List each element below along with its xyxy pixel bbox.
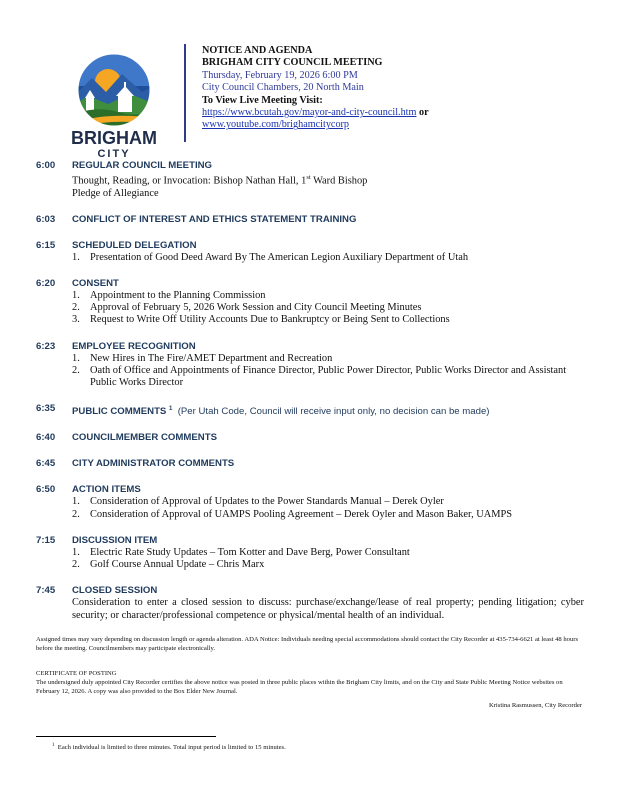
section-time: 6:40 — [36, 432, 56, 444]
section-title: COUNCILMEMBER COMMENTS — [72, 432, 217, 444]
header-meeting-title: BRIGHAM CITY COUNCIL MEETING — [202, 57, 383, 69]
ada-notice: Assigned times may vary depending on discussion length or agenda alteration. ADA Notice: Individuals needing special accommodations should contact the City Recorder at 435-734-6621 at least 48 hours before the meeting. Councilmembers may participate electronically. — [36, 636, 579, 652]
section-title: DISCUSSION ITEM — [72, 534, 158, 546]
agenda-body — [36, 160, 584, 622]
youtube-link[interactable]: www.youtube.com/brighamcitycorp — [202, 119, 350, 131]
agenda-section-public-comments — [36, 403, 584, 418]
header-location: City Council Chambers, 20 North Main — [202, 82, 364, 94]
list-item: 2. Oath of Office and Appointments of Finance Director, Public Power Director, Public Works Director and Assistant Public Works Director — [72, 364, 567, 389]
agenda-section-delegation — [36, 240, 584, 264]
section-time: 6:45 — [36, 458, 56, 470]
agenda-section-administrator — [36, 458, 584, 470]
list-item: 1. Presentation of Good Deed Award By The American Legion Auxiliary Department of Utah — [72, 251, 469, 263]
header-live-label: To View Live Meeting Visit: — [202, 94, 323, 106]
logo-text-city: CITY — [97, 148, 131, 160]
section-time: 7:15 — [36, 534, 56, 546]
section-time: 6:15 — [36, 239, 56, 251]
agenda-section-councilmember — [36, 432, 584, 444]
agenda-section-closed — [36, 585, 584, 622]
public-comments-note: (Per Utah Code, Council will receive input only, no decision can be made) — [177, 406, 490, 418]
section-title: CLOSED SESSION — [72, 585, 158, 597]
brigham-city-logo — [58, 52, 170, 160]
section-time: 6:23 — [36, 340, 56, 352]
footnote-ref: 1 — [169, 406, 173, 413]
section-time: 6:50 — [36, 484, 56, 496]
section-title: SCHEDULED DELEGATION — [72, 239, 197, 251]
footnote-mark: 1 — [52, 743, 55, 748]
section-title: CONFLICT OF INTEREST AND ETHICS STATEMENT TRAINING — [72, 213, 357, 225]
section-title: CONSENT — [72, 278, 119, 290]
list-item: 1. Appointment to the Planning Commission — [72, 290, 266, 302]
pledge-line: Pledge of Allegiance — [72, 187, 159, 199]
header-date: Thursday, February 19, 2026 6:00 PM — [202, 69, 358, 81]
list-item: 2. Approval of February 5, 2026 Work Session and City Council Meeting Minutes — [72, 302, 422, 314]
section-title: EMPLOYEE RECOGNITION — [72, 340, 196, 352]
agenda-section-regular — [36, 160, 584, 200]
logo-text-brigham: BRIGHAM — [71, 128, 157, 148]
agenda-section-consent — [36, 278, 584, 327]
footnote-text: Each individual is limited to three minutes. Total input period is limited to 15 minutes. — [57, 744, 286, 752]
footnote — [52, 743, 286, 751]
agenda-section-conflict — [36, 214, 584, 226]
agenda-section-recognition — [36, 341, 584, 390]
section-title: CITY ADMINISTRATOR COMMENTS — [72, 458, 235, 470]
list-item: 2. Golf Course Annual Update – Chris Marx — [72, 559, 265, 571]
certificate-heading: CERTIFICATE OF POSTING — [36, 670, 117, 677]
list-item: 1. Electric Rate Study Updates – Tom Kotter and Dave Berg, Power Consultant — [72, 546, 410, 558]
footnote-divider — [36, 736, 216, 737]
list-item: 2. Consideration of Approval of UAMPS Pooling Agreement – Derek Oyler and Mason Baker, UAMPS — [72, 508, 513, 520]
list-item: 3. Request to Write Off Utility Accounts Due to Bankruptcy or Being Sent to Collections — [72, 314, 450, 326]
section-time: 6:35 — [36, 403, 56, 415]
council-web-link[interactable]: https://www.bcutah.gov/mayor-and-city-council.htm — [202, 107, 417, 119]
agenda-header — [202, 45, 429, 132]
closed-session-text: Consideration to enter a closed session to discuss: purchase/exchange/lease of real property; pending litigation; cyber security; or character/professional competence or physical/mental health of an individual. — [72, 597, 584, 621]
section-time: 6:20 — [36, 278, 56, 290]
list-item: 1. Consideration of Approval of Updates to the Power Standards Manual – Derek Oyler — [72, 496, 444, 508]
agenda-section-discussion — [36, 535, 584, 571]
list-item: 1. New Hires in The Fire/AMET Department and Recreation — [72, 352, 333, 364]
certificate-text: The undersigned duly appointed City Recorder certifies the above notice was posted in three public places within the Brigham City limits, and on the City and State Public Meeting Notice websites on February 12, 2026. A copy was also provided to the Box Elder New Journal. — [36, 679, 563, 695]
section-title: ACTION ITEMS — [72, 484, 141, 496]
header-or: or — [419, 107, 429, 119]
invocation-line: Thought, Reading, or Invocation: Bishop Nathan Hall, 1st Ward Bishop — [72, 174, 368, 187]
header-divider — [184, 44, 186, 142]
section-title: REGULAR COUNCIL MEETING — [72, 160, 212, 171]
section-title: PUBLIC COMMENTS $^1$ (Per Utah Code, Council will receive input only, no decision can be made) — [72, 406, 490, 418]
recorder-signature: Kristina Rasmussen, City Recorder — [488, 702, 582, 709]
section-time: 7:45 — [36, 585, 56, 597]
section-time: 6:03 — [36, 213, 56, 225]
header-links-row — [202, 107, 429, 119]
section-time: 6:00 — [36, 160, 56, 171]
header-notice-title: NOTICE AND AGENDA — [202, 45, 313, 56]
agenda-section-action — [36, 484, 584, 520]
